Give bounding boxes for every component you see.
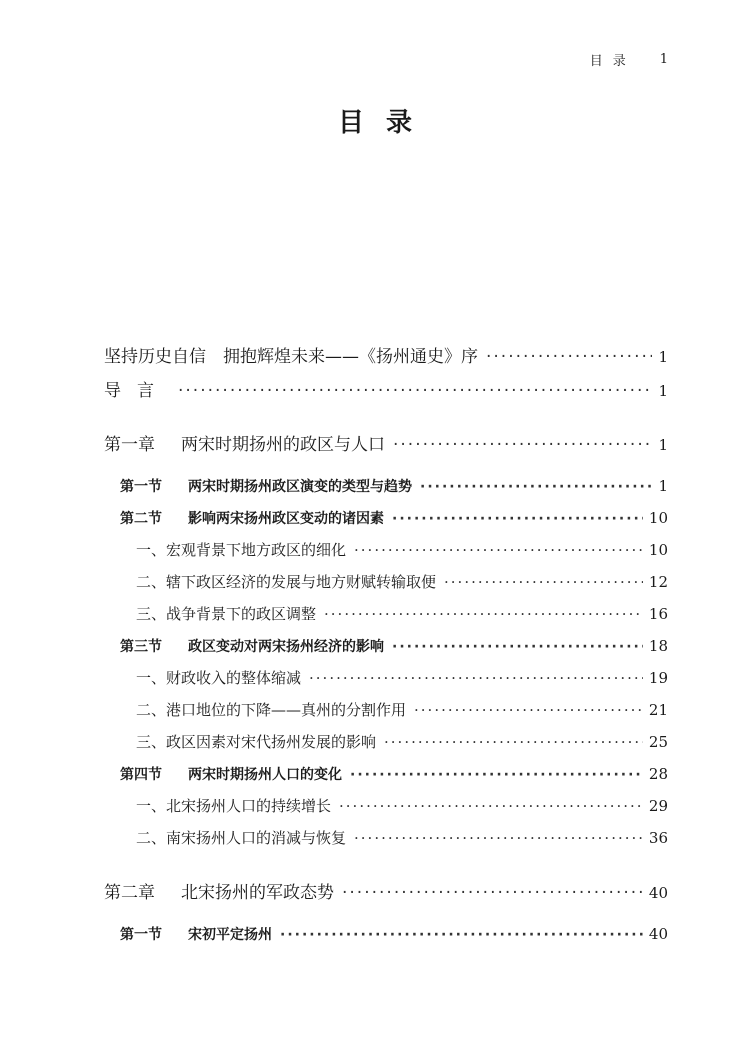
toc-entry-subsection[interactable] <box>104 822 668 854</box>
toc-page-number: 25 <box>648 733 668 751</box>
toc-page-number: 1 <box>658 436 668 454</box>
leader-dots <box>309 662 643 694</box>
toc-page-number: 29 <box>648 797 668 815</box>
section-title: 两宋时期扬州人口的变化 <box>188 767 342 783</box>
toc-entry-subsection[interactable] <box>104 662 668 694</box>
chapter-title: 两宋时期扬州的政区与人口 <box>181 435 385 455</box>
toc-label: 三、政区因素对宋代扬州发展的影响 <box>136 733 377 751</box>
leader-dots <box>342 876 643 910</box>
toc-entry-chapter-1[interactable] <box>104 428 668 462</box>
toc-page-number: 40 <box>648 884 668 902</box>
toc-label: 导言 <box>104 381 170 401</box>
toc-entry-subsection[interactable] <box>104 790 668 822</box>
leader-dots <box>392 631 643 663</box>
running-head <box>590 50 668 69</box>
toc-label: 一、北宋扬州人口的持续增长 <box>136 797 332 815</box>
section-number: 第一节 <box>120 927 162 943</box>
leader-dots <box>392 503 643 535</box>
chapter-number: 第一章 <box>104 435 155 455</box>
running-head-title: 目录 <box>589 54 636 69</box>
leader-dots <box>354 822 643 854</box>
toc-page-number: 12 <box>648 573 668 591</box>
toc-label <box>120 759 342 791</box>
leader-dots <box>339 790 643 822</box>
section-title: 政区变动对两宋扬州经济的影响 <box>188 639 384 655</box>
toc-page-number: 16 <box>648 605 668 623</box>
leader-dots <box>486 340 652 374</box>
leader-dots <box>178 374 652 408</box>
toc-page-number: 40 <box>648 925 668 943</box>
section-title: 两宋时期扬州政区演变的类型与趋势 <box>188 479 412 495</box>
leader-dots <box>444 566 643 598</box>
toc-label <box>104 428 385 462</box>
toc-entry-section[interactable] <box>104 918 668 950</box>
toc-entry-section[interactable] <box>104 630 668 662</box>
toc-label <box>120 503 384 535</box>
toc-entry-intro[interactable] <box>104 374 668 408</box>
section-title: 影响两宋扬州政区变动的诸因素 <box>188 511 384 527</box>
toc-label <box>120 471 412 503</box>
toc-page-number: 18 <box>648 637 668 655</box>
leader-dots <box>414 694 643 726</box>
toc-page-number: 1 <box>658 477 668 495</box>
leader-dots <box>393 428 652 462</box>
toc-entry-subsection[interactable] <box>104 566 668 598</box>
toc-label <box>104 876 334 910</box>
toc-entry-section[interactable] <box>104 470 668 502</box>
leader-dots <box>350 759 643 791</box>
running-head-page-number: 1 <box>659 52 668 67</box>
page-title: 目录 <box>337 108 434 138</box>
section-number: 第三节 <box>120 639 162 655</box>
toc-page-number: 10 <box>648 541 668 559</box>
toc-entry-chapter-2[interactable] <box>104 876 668 910</box>
toc-page-number: 28 <box>648 765 668 783</box>
toc-label <box>120 919 272 951</box>
section-title: 宋初平定扬州 <box>188 927 272 943</box>
toc-entry-preface[interactable] <box>104 340 668 374</box>
section-number: 第四节 <box>120 767 162 783</box>
toc-label: 二、南宋扬州人口的消减与恢复 <box>136 829 347 847</box>
leader-dots <box>280 919 643 951</box>
leader-dots <box>384 726 643 758</box>
toc-label: 一、财政收入的整体缩减 <box>136 669 302 687</box>
leader-dots <box>420 471 652 503</box>
table-of-contents <box>104 340 668 950</box>
toc-label: 一、宏观背景下地方政区的细化 <box>136 541 347 559</box>
leader-dots <box>324 598 643 630</box>
toc-page-number: 21 <box>648 701 668 719</box>
toc-entry-subsection[interactable] <box>104 598 668 630</box>
leader-dots <box>354 534 643 566</box>
toc-entry-subsection[interactable] <box>104 534 668 566</box>
toc-label: 坚持历史自信 拥抱辉煌未来——《扬州通史》序 <box>104 347 478 367</box>
toc-label: 二、港口地位的下降——真州的分割作用 <box>136 701 407 719</box>
toc-page-number: 36 <box>648 829 668 847</box>
toc-entry-section[interactable] <box>104 502 668 534</box>
toc-page-number: 19 <box>648 669 668 687</box>
section-number: 第二节 <box>120 511 162 527</box>
toc-page-number: 10 <box>648 509 668 527</box>
toc-entry-section[interactable] <box>104 758 668 790</box>
toc-entry-subsection[interactable] <box>104 694 668 726</box>
toc-page-number: 1 <box>658 382 668 400</box>
chapter-title: 北宋扬州的军政态势 <box>181 883 334 903</box>
toc-label <box>120 631 384 663</box>
chapter-number: 第二章 <box>104 883 155 903</box>
toc-label: 三、战争背景下的政区调整 <box>136 605 317 623</box>
toc-page-number: 1 <box>658 348 668 366</box>
section-number: 第一节 <box>120 479 162 495</box>
toc-label: 二、辖下政区经济的发展与地方财赋转输取便 <box>136 573 437 591</box>
toc-entry-subsection[interactable] <box>104 726 668 758</box>
